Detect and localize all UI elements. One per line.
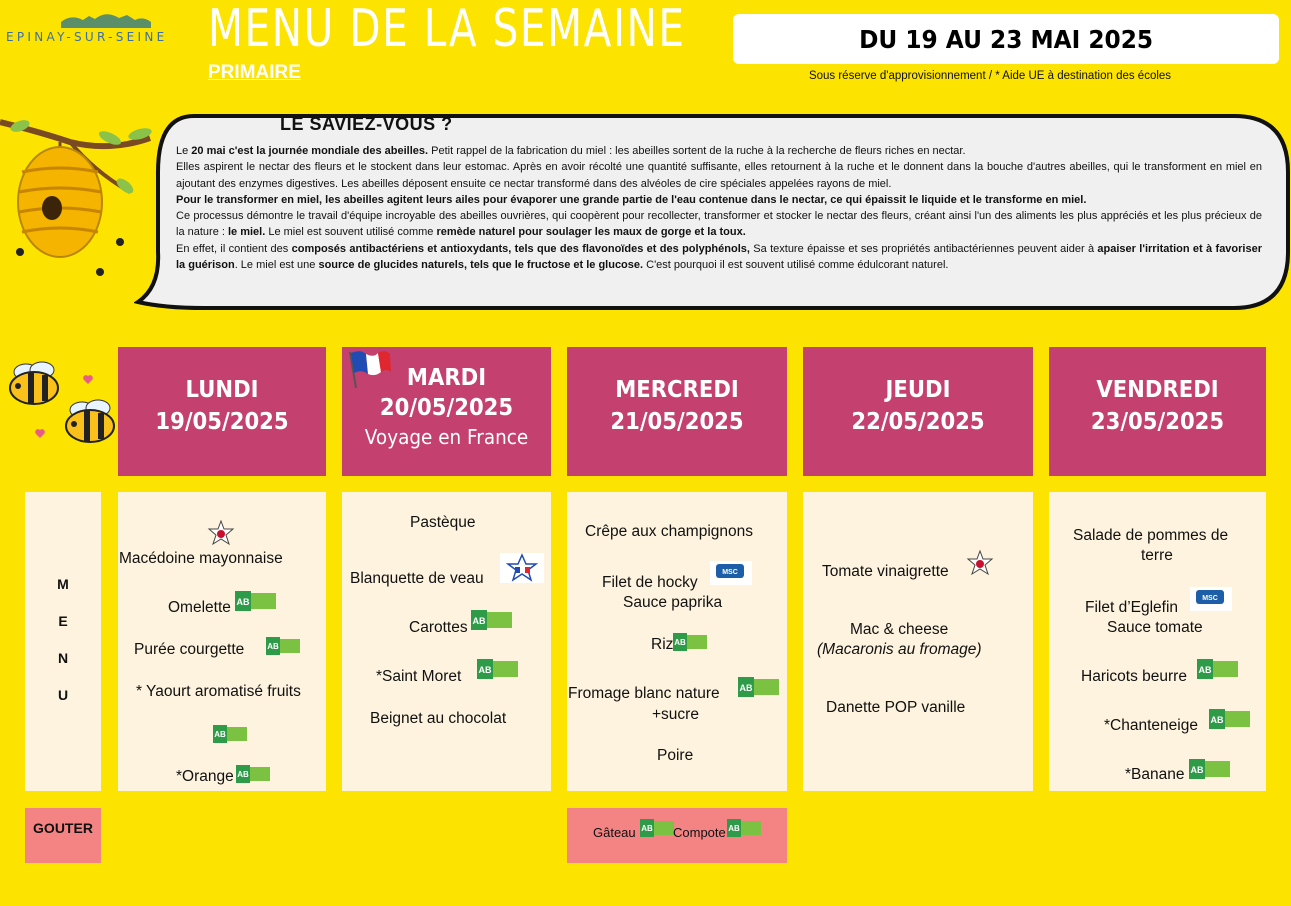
menu-item: Crêpe aux champignons	[585, 523, 754, 540]
gouter-label: GOUTER	[25, 808, 101, 863]
day-name: MERCREDI	[615, 377, 739, 403]
organic-ab-icon	[213, 725, 247, 748]
gouter-item: Gâteau	[593, 825, 636, 840]
organic-ab-icon	[1189, 759, 1230, 784]
day-date: 20/05/2025	[379, 395, 514, 421]
svg-text:AB: AB	[1198, 665, 1212, 675]
menu-item: Omelette	[168, 599, 231, 616]
day-date: 21/05/2025	[610, 409, 744, 435]
menu-item: Filet d’Eglefin	[1085, 599, 1179, 616]
svg-text:AB: AB	[739, 683, 753, 693]
organic-ab-icon	[477, 659, 518, 684]
menu-item: *Banane	[1125, 766, 1185, 783]
day-date: 23/05/2025	[1090, 409, 1225, 435]
organic-ab-icon	[738, 677, 779, 702]
menu-item: Sauce tomate	[1107, 619, 1203, 636]
day-header-thursday	[803, 347, 1033, 476]
organic-ab-icon	[727, 819, 761, 842]
organic-ab-icon	[673, 633, 707, 656]
menu-item: Carottes	[409, 619, 468, 636]
menu-item: Purée courgette	[134, 641, 245, 658]
gouter-item: Compote	[673, 825, 726, 840]
day-name: MARDI	[406, 365, 487, 391]
menu-letter: E	[58, 613, 68, 629]
organic-ab-icon	[471, 610, 512, 635]
menu-label-column	[25, 492, 101, 791]
bees-illustration	[2, 358, 122, 458]
city-skyline-icon	[61, 10, 151, 28]
svg-text:AB: AB	[674, 638, 686, 647]
svg-text:AB: AB	[1190, 765, 1204, 775]
svg-text:AB: AB	[472, 616, 486, 626]
menu-item: Poire	[657, 747, 694, 764]
day-date: 22/05/2025	[851, 409, 985, 435]
day-name: JEUDI	[885, 377, 951, 403]
menu-item: Pastèque	[410, 514, 476, 531]
msc-icon	[1190, 587, 1232, 616]
menu-item: *Saint Moret	[376, 668, 462, 685]
info-title: LE SAVIEZ-VOUS ?	[280, 114, 453, 134]
day-name: LUNDI	[185, 377, 259, 403]
day-header-monday	[118, 347, 326, 476]
svg-text:AB: AB	[267, 642, 279, 651]
menu-item: Tomate vinaigrette	[822, 563, 949, 580]
page-title: MENU DE LA SEMAINE	[208, 0, 686, 59]
menu-item: Haricots beurre	[1081, 668, 1187, 685]
menu-item: Riz	[651, 636, 674, 653]
day-header-wednesday	[567, 347, 787, 476]
day-date: 19/05/2025	[155, 409, 289, 435]
menu-item: Sauce paprika	[623, 594, 723, 611]
svg-text:AB: AB	[478, 665, 492, 675]
svg-text:AB: AB	[641, 824, 653, 833]
menu-item: Mac & cheese	[850, 621, 949, 638]
menu-letter: M	[57, 576, 69, 592]
date-range-box	[733, 14, 1279, 64]
day-theme: Voyage en France	[364, 425, 529, 449]
menu-letter: U	[57, 687, 69, 703]
menu-item: (Macaronis au fromage)	[817, 641, 982, 658]
menu-item: Salade de pommes de	[1073, 527, 1229, 544]
menu-item: Blanquette de veau	[350, 570, 484, 587]
day-header-friday	[1049, 347, 1266, 476]
organic-ab-icon	[640, 819, 674, 842]
school-level: PRIMAIRE	[208, 62, 301, 83]
svg-text:MSC: MSC	[722, 569, 738, 576]
organic-ab-icon	[235, 591, 276, 616]
organic-ab-icon	[266, 637, 300, 660]
menu-item: *Orange	[176, 768, 234, 785]
epinay-logo	[6, 8, 196, 44]
organic-ab-icon	[1209, 709, 1250, 734]
logo-text: EPINAY-SUR-SEINE	[6, 30, 168, 44]
french-flag-icon	[344, 348, 392, 388]
organic-ab-icon	[1197, 659, 1238, 684]
menu-item: Macédoine mayonnaise	[119, 550, 283, 567]
info-text: Le 20 mai c'est la journée mondiale des abeilles. Petit rappel de la fabrication du miel : les abeilles sortent de la ruche à la recherche de fleurs riches en nectar. Elles aspirent le nectar des fleurs et le stockent dans leur estomac. Après en avoir récolté une quantité suffisante, elles retournent à la ruche et le donnent dans la bouche d'autres abeilles, qui le transforment en miel en ajoutant des enzymes digestives. Les abeilles déposent ensuite ce nectar transformé dans des alvéoles de cire spéciales appelées rayons de miel. Pour le transformer en miel, les abeilles agitent leurs ailes pour évaporer une grande partie de l'eau contenue dans le nectar, ce qui épaissit le liquide et le transforme en miel. Ce processus démontre le travail d'équipe incroyable des abeilles ouvrières, qui coopèrent pour recollecter, transformer et stocker le nectar des fleurs, créant ainsi l'un des aliments les plus appréciés et les plus précieux de la nature : le miel. Le miel est souvent utilisé comme remède naturel pour soulager les maux de gorge et la toux. En effet, il contient des composés antibactériens et antioxydants, tels que des flavonoïdes et des polyphénols, Sa texture épaisse et ses propriétés antibactériennes peuvent aider à apaiser l'irritation et à favoriser la guérison. Le miel est une source de glucides naturels, tels que le fructose et le glucose. C'est pourquoi il est souvent utilisé comme édulcorant naturel.	[176, 145, 1262, 272]
menu-letter: N	[57, 650, 69, 666]
svg-text:AB: AB	[214, 730, 226, 739]
menu-cell-tuesday	[342, 492, 551, 791]
label-rouge-star-icon	[207, 520, 235, 546]
menu-item: +sucre	[652, 706, 699, 723]
svg-text:AB: AB	[237, 770, 249, 779]
supply-note: Sous réserve d'approvisionnement / * Aide UE à destination des écoles	[808, 70, 1172, 82]
date-range: DU 19 AU 23 MAI 2025	[858, 24, 1153, 54]
organic-ab-icon	[236, 765, 270, 788]
msc-icon	[710, 561, 752, 590]
svg-text:AB: AB	[236, 597, 250, 607]
label-rouge-star-icon	[966, 550, 994, 576]
menu-item: Fromage blanc nature	[568, 685, 720, 702]
menu-item: Danette POP vanille	[826, 699, 966, 716]
menu-item: Beignet au chocolat	[370, 710, 507, 727]
day-name: VENDREDI	[1096, 377, 1219, 403]
menu-item: terre	[1141, 547, 1173, 564]
svg-text:MSC: MSC	[1202, 595, 1218, 602]
menu-item: * Yaourt aromatisé fruits	[136, 683, 301, 700]
menu-item: *Chanteneige	[1104, 717, 1198, 734]
viande-francaise-icon	[500, 553, 544, 583]
menu-item: Filet de hocky	[602, 574, 698, 591]
svg-text:AB: AB	[728, 824, 740, 833]
svg-text:AB: AB	[1210, 715, 1224, 725]
